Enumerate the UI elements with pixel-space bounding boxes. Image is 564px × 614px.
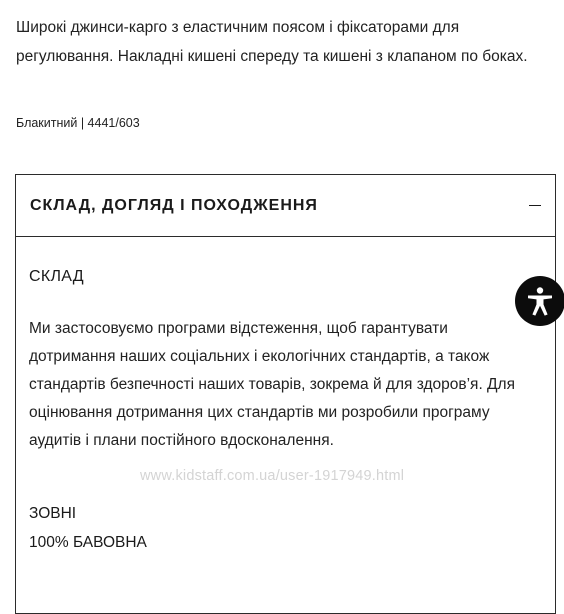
- composition-care-accordion: [15, 174, 556, 614]
- accordion-header[interactable]: [16, 175, 555, 237]
- watermark: www.kidstaff.com.ua/user-1917949.html: [140, 468, 405, 484]
- outer-material-label: ЗОВНІ: [29, 505, 77, 522]
- composition-heading: СКЛАД: [29, 268, 84, 285]
- product-description: Широкі джинси-карго з еластичним поясом і фіксаторами для регулювання. Накладні кишені спереду та кишені з клапаном по боках.: [16, 19, 528, 65]
- accordion-title: СКЛАД, ДОГЛЯД І ПОХОДЖЕННЯ: [30, 196, 318, 214]
- outer-material-value: 100% БАВОВНА: [29, 534, 147, 551]
- product-color-reference: Блакитний | 4441/603: [16, 116, 140, 130]
- composition-text: Ми застосовуємо програми відстеження, щоб гарантувати дотримання наших соціальних і екологічних стандартів, а також стандартів безпечності наших товарів, зокрема й для здоров’я. Для оцінювання дотримання цих стандартів ми розробили програму аудитів і плани постійного вдосконалення.: [29, 320, 515, 449]
- minus-icon[interactable]: [529, 205, 541, 206]
- accessibility-button[interactable]: [515, 276, 564, 326]
- accessibility-icon: [523, 284, 557, 318]
